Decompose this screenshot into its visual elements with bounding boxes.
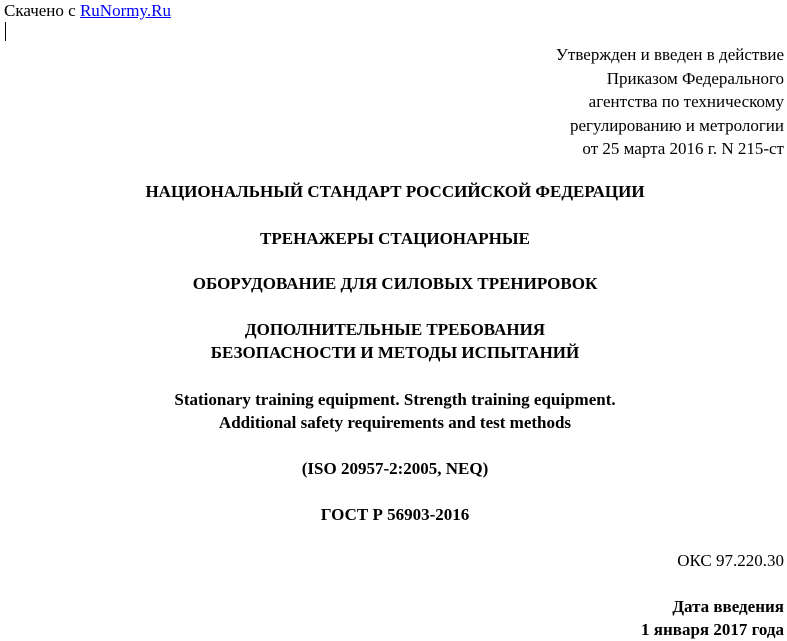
- intro-date-label: Дата введения: [672, 597, 784, 616]
- title-en-line1: Stationary training equipment. Strength training equipment.: [174, 390, 616, 409]
- text-cursor: [5, 22, 6, 41]
- approval-line: агентства по техническому: [588, 92, 784, 111]
- source-line: [4, 1, 171, 21]
- iso-reference: (ISO 20957-2:2005, NEQ): [301, 459, 489, 478]
- title-ru-2: ОБОРУДОВАНИЕ ДЛЯ СИЛОВЫХ ТРЕНИРОВОК: [192, 274, 598, 293]
- approval-line: регулированию и метрологии: [569, 115, 784, 135]
- gost-number: ГОСТ Р 56903-2016: [320, 505, 470, 524]
- approval-line: Утвержден и введен в действие: [555, 45, 784, 64]
- standard-type-heading: НАЦИОНАЛЬНЫЙ СТАНДАРТ РОССИЙСКОЙ ФЕДЕРАЦИИ: [145, 182, 645, 201]
- source-prefix: Скачено с: [4, 1, 76, 20]
- title-ru-1: ТРЕНАЖЕРЫ СТАЦИОНАРНЫЕ: [260, 229, 530, 248]
- oks-code: ОКС 97.220.30: [677, 551, 784, 570]
- title-ru-3-line2: БЕЗОПАСНОСТИ И МЕТОДЫ ИСПЫТАНИЙ: [210, 343, 580, 362]
- approval-line: Приказом Федерального: [606, 68, 784, 88]
- source-link[interactable]: RuNormy.Ru: [79, 1, 171, 20]
- approval-block: [424, 43, 784, 161]
- intro-date: 1 января 2017 года: [641, 620, 784, 639]
- title-ru-3-line1: ДОПОЛНИТЕЛЬНЫЕ ТРЕБОВАНИЯ: [244, 320, 546, 339]
- approval-line: от 25 марта 2016 г. N 215-ст: [582, 139, 784, 158]
- title-en-line2: Additional safety requirements and test methods: [218, 413, 572, 432]
